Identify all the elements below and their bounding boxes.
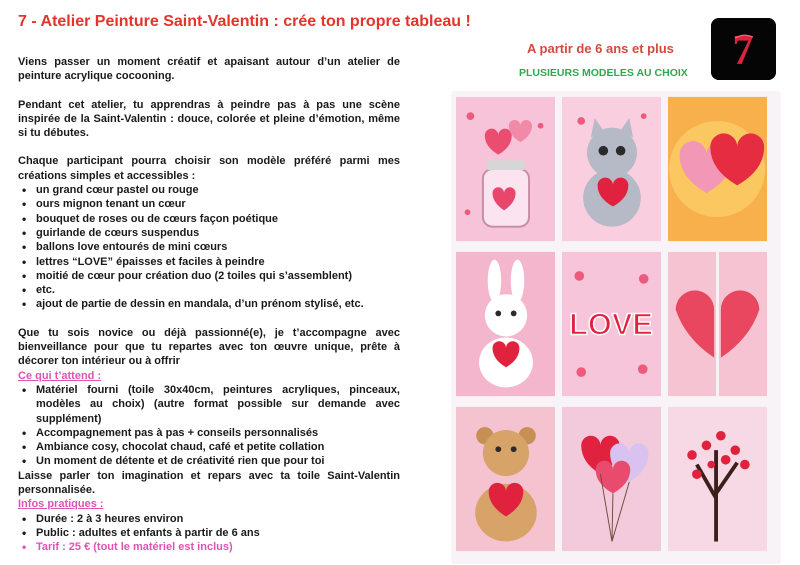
expect-heading: Ce qui t’attend :: [18, 369, 102, 382]
info-list: [18, 512, 400, 555]
split-heart-icon: [668, 251, 767, 397]
tile-teddy: [454, 404, 557, 554]
list-item: • bouquet de roses ou de cœurs façon poétique: [18, 212, 400, 226]
list-item: • Accompagnement pas à pas + conseils personnalisés: [18, 426, 400, 440]
price-item: • Tarif : 25 € (tout le matériel est inclus): [18, 540, 400, 554]
number-seven-logo: [711, 18, 776, 80]
list-item: • ours mignon tenant un cœur: [18, 197, 400, 211]
tile-two-hearts: [666, 94, 769, 244]
audience-item: • Public : adultes et enfants à partir de 6 ans: [18, 526, 400, 540]
models-list: [18, 183, 400, 312]
tile-love: [560, 249, 663, 399]
list-item: • moitié de cœur pour création duo (2 toiles qui s’assemblent): [18, 269, 400, 283]
list-item: • guirlande de cœurs suspendus: [18, 226, 400, 240]
closing-paragraph: Laisse parler ton imagination et repars avec ta toile Saint-Valentin personnalisée.: [18, 469, 400, 497]
tile-split-heart: [666, 249, 769, 399]
intro-paragraph-3: Chaque participant pourra choisir son modèle préféré parmi mes créations simples et accessibles :: [18, 155, 400, 182]
list-item: • etc.: [18, 283, 400, 297]
outro-paragraph: Que tu sois novice ou déjà passionné(e), je t’accompagne avec bienveillance pour que tu repartes avec ton œuvre unique, prête à décorer ton intérieur ou à offrir: [18, 326, 400, 368]
heart-jar-icon: [456, 96, 555, 242]
description-column: [18, 55, 400, 555]
tile-balloons: [560, 404, 663, 554]
bunny-holding-heart-icon: [456, 251, 555, 397]
intro-paragraph-2: Pendant cet atelier, tu apprendras à peindre pas à pas une scène inspirée de la Saint-Valentin : douce, colorée et pleine d’émotion, même si tu débutes.: [18, 98, 400, 140]
tile-cat: [560, 94, 663, 244]
tile-bunny: [454, 249, 557, 399]
tile-heart-tree: [666, 404, 769, 554]
info-heading: Infos pratiques :: [18, 498, 104, 511]
list-item: • Un moment de détente et de créativité rien que pour toi: [18, 454, 400, 468]
list-item: • un grand cœur pastel ou rouge: [18, 183, 400, 197]
models-label: PLUSIEURS MODELES AU CHOIX: [519, 67, 688, 79]
intro-paragraph-1: Viens passer un moment créatif et apaisant autour d’un atelier de peinture acrylique cocooning.: [18, 56, 400, 83]
tile-heart-jar: [454, 94, 557, 244]
two-hearts-icon: [668, 96, 767, 242]
model-gallery: [451, 91, 781, 564]
heart-balloons-icon: [562, 406, 661, 552]
page-title: 7 - Atelier Peinture Saint-Valentin : crée ton propre tableau !: [18, 13, 471, 30]
teddy-bear-heart-icon: [456, 406, 555, 552]
cat-holding-heart-icon: [562, 96, 661, 242]
logo-badge: [711, 18, 776, 80]
age-label: A partir de 6 ans et plus: [527, 41, 674, 56]
heart-tree-icon: [668, 406, 767, 552]
list-item: • ajout de partie de dessin en mandala, d’un prénom stylisé, etc.: [18, 297, 400, 311]
love-letters-icon: [562, 251, 661, 397]
list-item: • Matériel fourni (toile 30x40cm, peintures acryliques, pinceaux, modèles au choix) (autre format possible sur demande avec supplément): [18, 383, 400, 426]
love-text: LOVE: [569, 306, 653, 342]
duration-item: • Durée : 2 à 3 heures environ: [18, 512, 400, 526]
list-item: • ballons love entourés de mini cœurs: [18, 240, 400, 254]
list-item: • Ambiance cosy, chocolat chaud, café et petite collation: [18, 440, 400, 454]
expect-list: [18, 383, 400, 469]
list-item: • lettres “LOVE” épaisses et faciles à peindre: [18, 255, 400, 269]
logo-letter: 7: [732, 28, 754, 74]
